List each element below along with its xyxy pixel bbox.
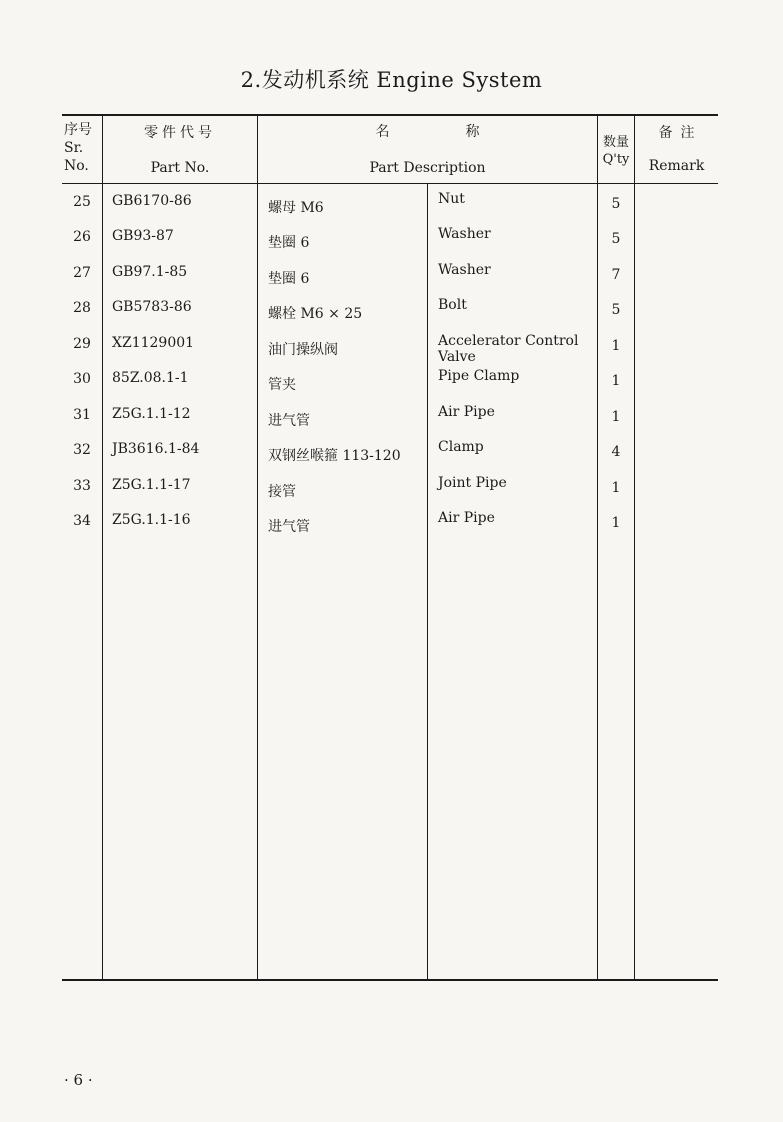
column-name-cn [258,183,428,980]
remark-cell [635,184,718,220]
header-remark [635,115,719,183]
sr-no-cell: 25 [73,193,91,210]
name-en-cell: Nut [438,190,465,207]
remark-cell [635,255,718,291]
column-remark [635,183,719,980]
column-part-no [103,183,258,980]
name-cn-cell: 油门操纵阀 [268,341,338,358]
name-cn-cell: 进气管 [268,412,310,429]
sr-no-cell: 34 [73,513,91,529]
name-en-cell: Washer [438,226,491,242]
sr-no-cell: 27 [73,264,91,281]
qty-cell: 1 [611,373,621,389]
part-no-cell: 85Z.08.1-1 [112,370,189,386]
qty-cell: 7 [611,266,621,283]
table-body [62,183,718,980]
sr-no-cell: 28 [73,300,91,316]
part-no-cell: Z5G.1.1-12 [112,405,191,422]
header-part-cn: 零件代号 [144,125,216,141]
qty-cell: 1 [611,479,621,496]
remark-cell [635,361,718,397]
name-en-cell: Air Pipe [438,510,495,526]
header-remark-en: Remark [648,158,705,174]
sr-no-cell: 26 [73,229,91,245]
sr-no-cell: 33 [73,477,91,494]
remark-cell [635,468,718,504]
header-no-en2: No. [64,158,89,174]
remark-cell [635,503,718,539]
qty-cell: 5 [611,195,621,212]
name-cn-cell: 垫圈 6 [268,235,310,251]
column-qty [598,183,635,980]
parts-table [62,114,718,981]
remark-cell [635,397,718,433]
part-no-cell: GB97.1-85 [112,263,188,280]
remark-cell [635,432,718,468]
part-no-cell: Z5G.1.1-16 [112,512,191,528]
header-part [103,115,258,183]
header-no [62,115,103,183]
part-no-cell: XZ1129001 [112,334,195,351]
name-en-cell: Joint Pipe [438,474,507,491]
part-no-cell: GB93-87 [112,228,174,244]
name-cn-cell: 双钢丝喉箍 113-120 [268,448,401,464]
remark-cell [635,219,718,255]
part-no-cell: GB5783-86 [112,299,192,315]
header-desc-cn: 名称 [375,124,556,140]
header-qty-cn: 数量 [602,135,629,150]
qty-cell: 5 [611,231,621,247]
sr-no-cell: 32 [73,442,91,458]
qty-cell: 1 [611,337,621,354]
table-header-row [62,115,718,183]
name-en-cell: Washer [438,261,491,278]
header-qty [598,115,635,183]
header-desc-en: Part Description [369,160,486,176]
name-en-cell: Clamp [438,439,484,455]
part-no-cell: Z5G.1.1-17 [112,476,191,493]
name-cn-cell: 进气管 [268,519,310,535]
qty-cell: 1 [611,515,621,531]
column-no [62,183,103,980]
page-number: · 6 · [64,1071,93,1089]
remark-cell [635,290,718,326]
name-cn-cell: 管夹 [268,377,296,393]
name-en-cell: Accelerator Control Valve [438,332,579,365]
qty-cell: 1 [611,408,621,425]
name-en-cell: Bolt [438,297,467,313]
sr-no-cell: 30 [73,371,91,387]
part-no-cell: GB6170-86 [112,192,192,209]
name-en-cell: Air Pipe [438,403,495,420]
page-title: 2.发动机系统 Engine System [240,68,543,92]
name-en-cell: Pipe Clamp [438,368,520,384]
header-no-cn: 序号 [64,122,92,138]
column-name-en [428,183,598,980]
qty-cell: 5 [611,302,621,318]
qty-cell: 4 [611,444,621,460]
header-desc [258,115,598,183]
name-cn-cell: 螺栓 M6 × 25 [268,306,363,322]
name-cn-cell: 垫圈 6 [268,270,310,287]
header-qty-en: Q'ty [602,152,630,167]
header-no-en1: Sr. [64,140,84,156]
name-cn-cell: 螺母 M6 [268,199,324,216]
part-no-cell: JB3616.1-84 [112,441,200,457]
header-part-en: Part No. [150,160,210,176]
remark-cell [635,326,718,362]
sr-no-cell: 29 [73,335,91,352]
header-remark-cn: 备注 [658,125,703,141]
name-cn-cell: 接管 [268,483,296,500]
sr-no-cell: 31 [73,406,91,423]
